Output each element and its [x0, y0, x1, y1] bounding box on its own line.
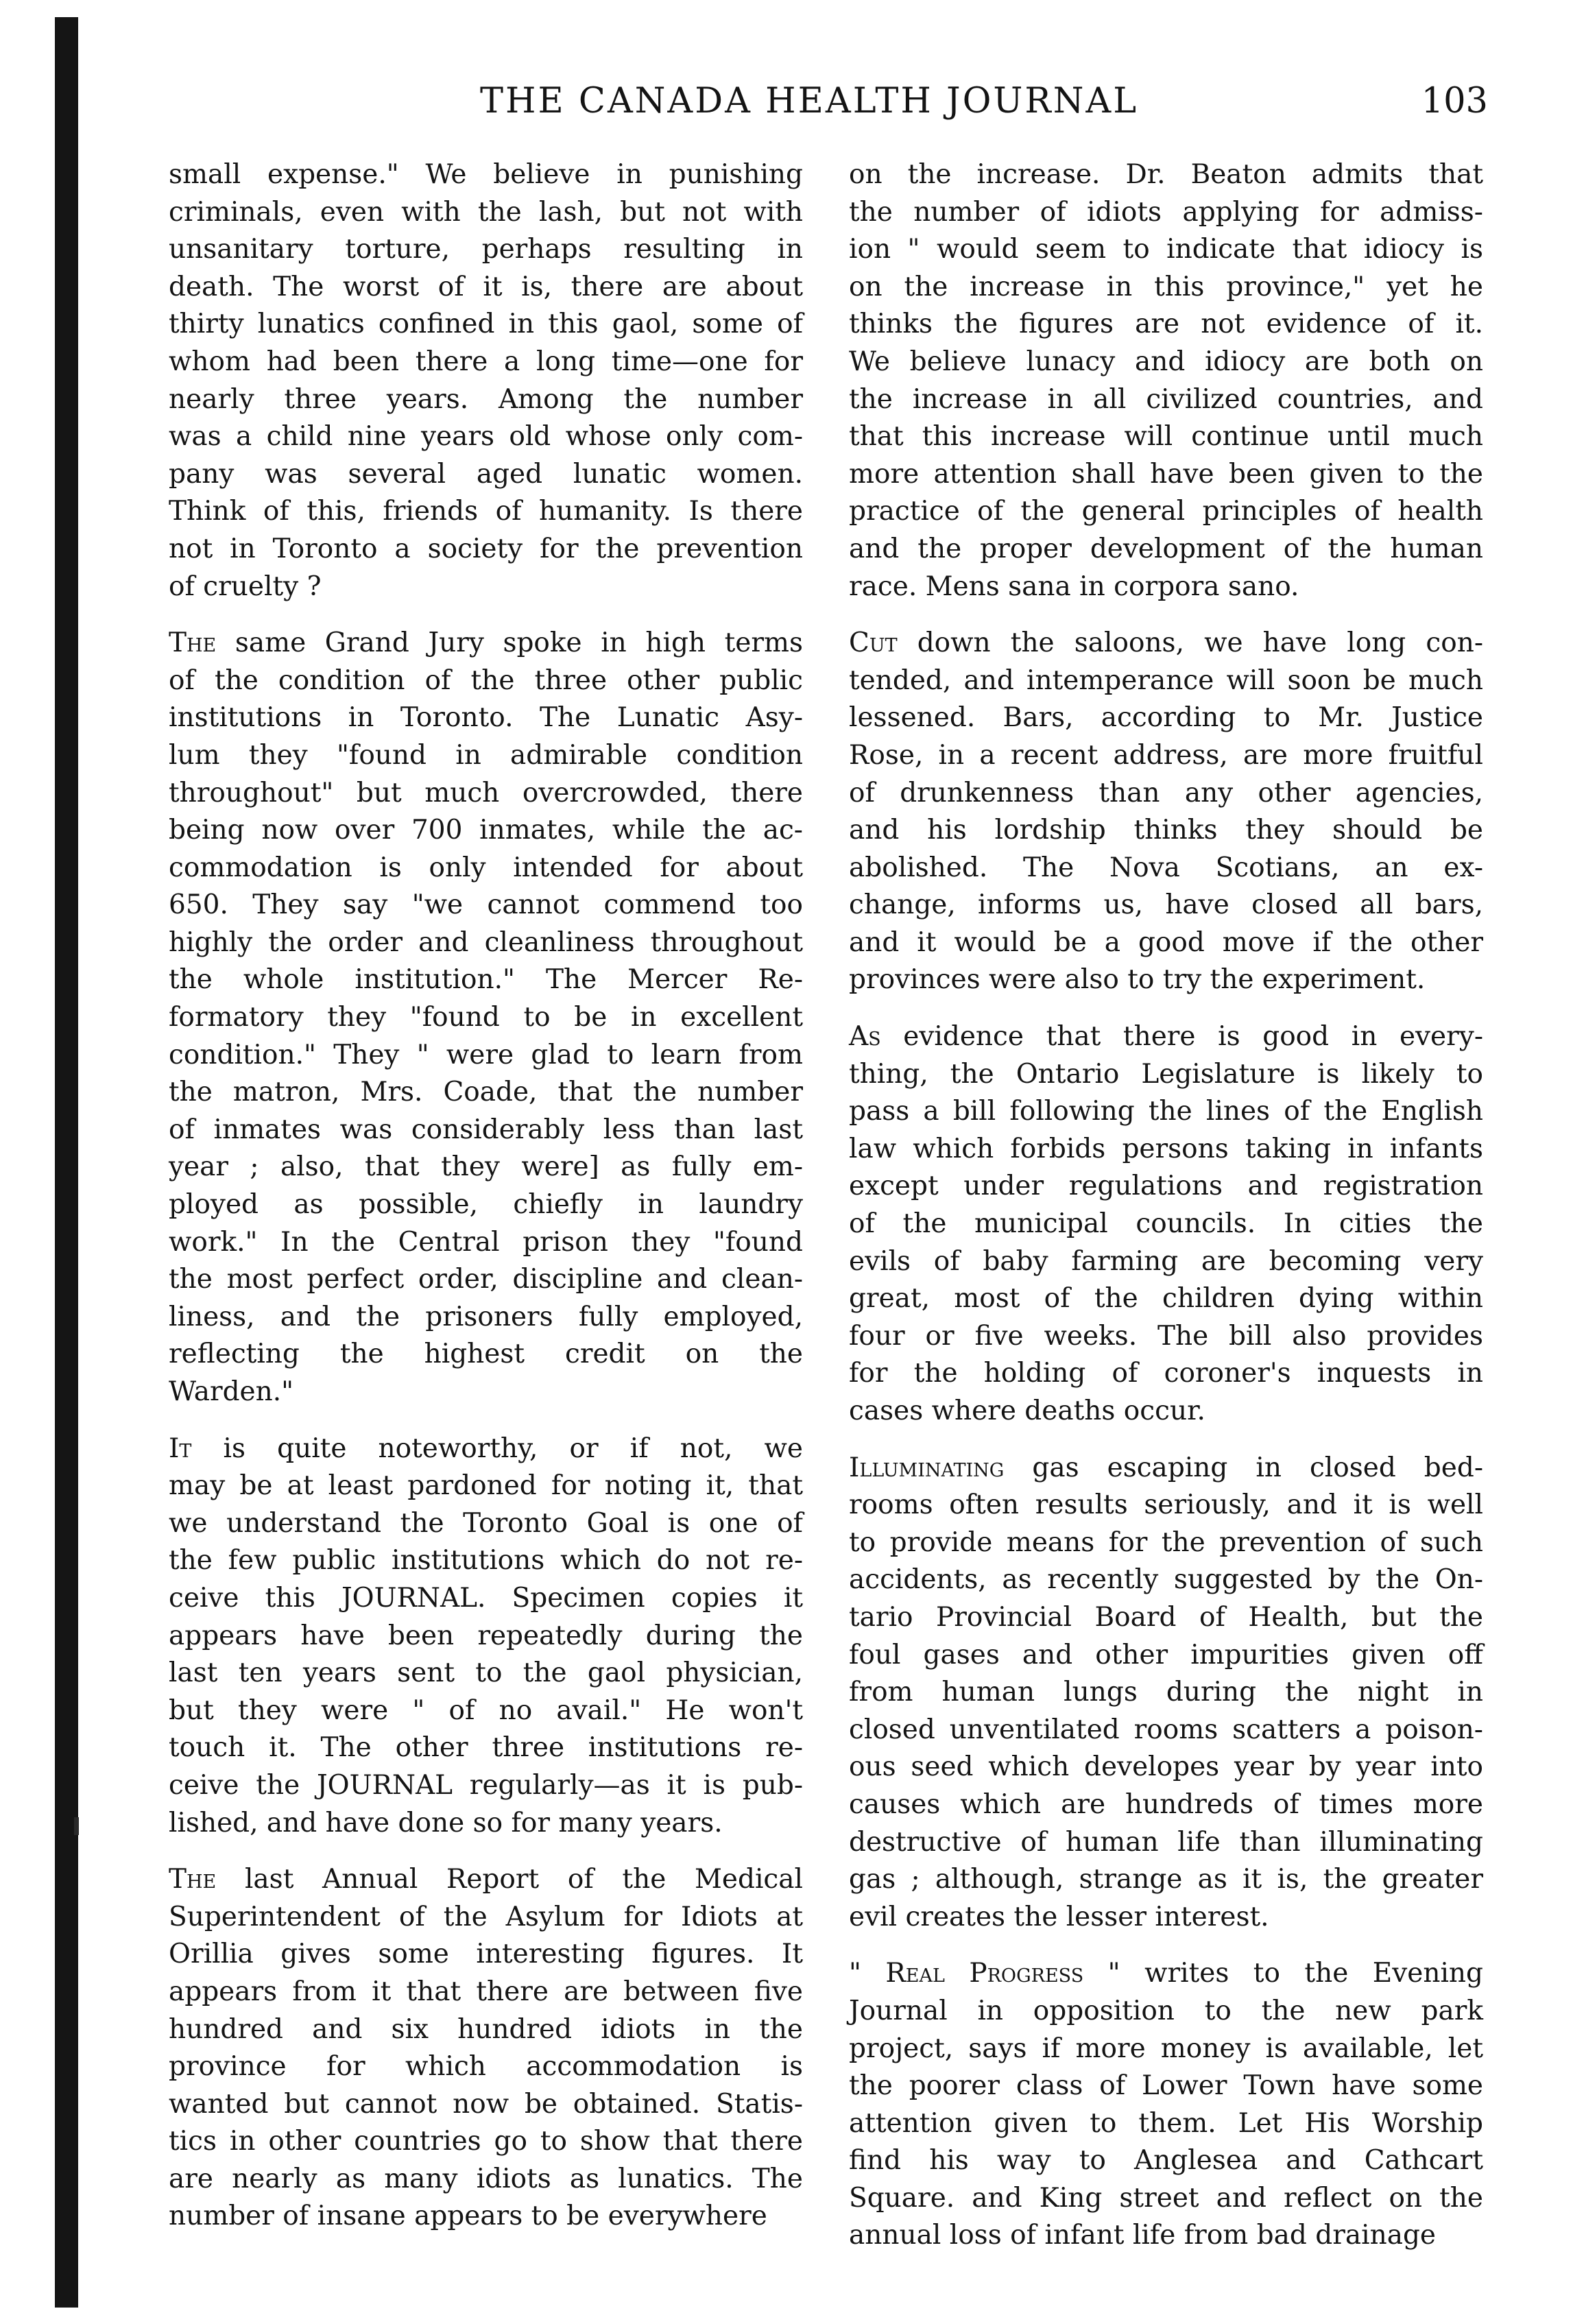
text-line — [849, 961, 1483, 999]
line-text: lum they "found in admirable condition — [169, 739, 803, 771]
line-text: thirty lunatics confined in this gaol, some of — [169, 309, 803, 340]
text-line — [849, 194, 1483, 232]
line-text: being now over 700 inmates, while the ac- — [169, 815, 803, 846]
line-text: abolished. The Nova Scotians, an ex- — [849, 852, 1483, 883]
line-text: project, says if more money is available, let — [849, 2033, 1483, 2064]
binding-mark — [74, 1817, 79, 1835]
text-line — [169, 1505, 803, 1543]
line-text: the most perfect order, discipline and clean- — [169, 1264, 803, 1295]
line-text: thing, the Ontario Legislature is likely to — [849, 1058, 1483, 1090]
line-text: number of insane appears to be everywhere — [169, 2201, 767, 2232]
text-line — [849, 1824, 1483, 1862]
text-line — [169, 1149, 803, 1186]
text-line — [169, 1655, 803, 1692]
text-line — [849, 1093, 1483, 1131]
text-line — [849, 1955, 1483, 1993]
paragraph-lead: The — [169, 1864, 217, 1895]
text-line — [169, 2086, 803, 2124]
line-text: not in Toronto a society for the prevention — [169, 533, 803, 564]
line-text: ceive the JOURNAL regularly—as it is pub- — [169, 1769, 803, 1801]
page-header — [480, 81, 1488, 129]
line-text: gas ; although, strange as it is, the greater — [849, 1864, 1483, 1895]
line-text: for the holding of coroner's inquests in — [849, 1358, 1483, 1389]
paragraph — [849, 1018, 1483, 1430]
text-line — [169, 231, 803, 269]
line-text: on the increase. Dr. Beaton admits that — [849, 159, 1483, 190]
text-line — [169, 625, 803, 662]
paragraph-lead: As — [849, 1021, 881, 1053]
line-text: Superintendent of the Asylum for Idiots at — [169, 1901, 803, 1932]
line-text: wanted but cannot now be obtained. Statis- — [169, 2088, 803, 2120]
running-title: THE CANADA HEALTH JOURNAL — [480, 81, 1139, 121]
line-text: evils of baby farming are becoming very — [849, 1245, 1483, 1277]
line-text: of drunkenness than any other agencies, — [849, 777, 1483, 808]
text-line — [849, 1599, 1483, 1637]
text-line — [849, 1749, 1483, 1786]
text-line — [849, 1899, 1483, 1937]
text-line — [849, 531, 1483, 568]
line-text: Think of this, friends of humanity. Is there — [169, 496, 803, 527]
text-line — [849, 850, 1483, 887]
line-text: commodation is only intended for about — [169, 852, 803, 883]
text-line — [849, 1131, 1483, 1169]
right-column — [849, 156, 1483, 2274]
text-line — [169, 2048, 803, 2086]
line-text: condition." They " were glad to learn from — [169, 1039, 803, 1070]
text-line — [169, 662, 803, 700]
line-text: may be at least pardoned for noting it, that — [169, 1470, 803, 1502]
text-line — [169, 456, 803, 494]
text-line — [169, 1037, 803, 1075]
line-text: we understand the Toronto Goal is one of — [169, 1507, 803, 1539]
line-text: lished, and have done so for many years. — [169, 1807, 723, 1838]
line-text: destructive of human life than illuminating — [849, 1826, 1483, 1858]
text-line — [169, 1692, 803, 1730]
text-line — [849, 812, 1483, 850]
text-line — [169, 2011, 803, 2049]
text-line — [849, 699, 1483, 737]
text-line — [849, 1786, 1483, 1824]
text-line — [849, 1524, 1483, 1562]
line-text: on the increase in this province," yet he — [849, 271, 1483, 302]
line-text: the poorer class of Lower Town have some — [849, 2070, 1483, 2102]
text-line — [849, 887, 1483, 924]
line-text: provinces were also to try the experiment. — [849, 964, 1426, 996]
text-line — [169, 1805, 803, 1843]
line-text: attention given to them. Let His Worship — [849, 2107, 1483, 2139]
text-line — [169, 1299, 803, 1337]
line-text: and his lordship thinks they should be — [849, 815, 1483, 846]
line-text: ceive this JOURNAL. Specimen copies it — [169, 1582, 803, 1614]
text-line — [849, 1355, 1483, 1393]
paragraph-lead: Illuminating — [849, 1452, 1005, 1483]
text-line — [169, 1936, 803, 1974]
text-line — [849, 418, 1483, 456]
paragraph-lead: " Real Progress " — [849, 1958, 1120, 1989]
line-text: the number of idiots applying for admiss- — [849, 196, 1483, 228]
text-line — [849, 2068, 1483, 2105]
line-text: four or five weeks. The bill also provides — [849, 1320, 1483, 1352]
line-text: but they were " of no avail." He won't — [169, 1694, 803, 1726]
text-line — [169, 1261, 803, 1299]
text-line — [849, 1393, 1483, 1430]
text-line — [849, 775, 1483, 813]
text-line — [169, 999, 803, 1037]
line-text: more attention shall have been given to the — [849, 458, 1483, 490]
line-text: are nearly as many idiots as lunatics. The — [169, 2163, 803, 2194]
line-text: from human lungs during the night in — [849, 1677, 1483, 1708]
line-text: practice of the general principles of health — [849, 496, 1483, 527]
line-text: find his way to Anglesea and Cathcart — [849, 2145, 1483, 2177]
line-text: tics in other countries go to show that there — [169, 2126, 803, 2157]
line-text: annual loss of infant life from bad drainage — [849, 2220, 1437, 2251]
line-text: highly the order and cleanliness throughout — [169, 926, 803, 958]
line-text: was a child nine years old whose only com- — [169, 421, 803, 453]
line-text: work." In the Central prison they "found — [169, 1226, 803, 1258]
text-line — [849, 493, 1483, 531]
paragraph — [169, 1430, 803, 1843]
line-text: that this increase will continue until much — [849, 421, 1483, 453]
text-line — [849, 456, 1483, 494]
text-line — [849, 568, 1483, 606]
paragraph — [169, 1861, 803, 2236]
line-text: province for which accommodation is — [169, 2051, 803, 2083]
text-line — [849, 2142, 1483, 2180]
line-text: 650. They say "we cannot commend too — [169, 889, 803, 921]
line-text: pany was several aged lunatic women. — [169, 458, 803, 490]
line-text: We believe lunacy and idiocy are both on — [849, 346, 1483, 377]
text-line — [849, 231, 1483, 269]
text-line — [849, 2105, 1483, 2143]
text-line — [169, 1974, 803, 2011]
line-text: whom had been there a long time—one for — [169, 346, 803, 377]
text-line — [849, 1206, 1483, 1243]
line-text: last ten years sent to the gaol physician, — [169, 1657, 803, 1689]
paragraph — [849, 625, 1483, 999]
text-line — [849, 1637, 1483, 1675]
line-text: liness, and the prisoners fully employed, — [169, 1301, 803, 1332]
text-line — [169, 306, 803, 344]
paragraph — [849, 1450, 1483, 1937]
text-line — [169, 194, 803, 232]
text-line — [169, 737, 803, 775]
text-line — [169, 2198, 803, 2236]
paragraph — [849, 1955, 1483, 2255]
line-text: writes to the Evening — [1120, 1958, 1483, 1989]
text-line — [169, 531, 803, 568]
text-line — [169, 1767, 803, 1805]
line-text: tario Provincial Board of Health, but the — [849, 1601, 1483, 1633]
line-text: appears have been repeatedly during the — [169, 1620, 803, 1651]
text-line — [169, 850, 803, 887]
line-text: except under regulations and registration — [849, 1171, 1483, 1202]
text-line — [849, 1450, 1483, 1487]
left-column — [169, 156, 803, 2255]
text-line — [169, 1224, 803, 1262]
text-line — [169, 344, 803, 381]
line-text: formatory they "found to be in excellent — [169, 1002, 803, 1033]
line-text: evidence that there is good in every- — [880, 1021, 1483, 1053]
line-text: year ; also, that they were] as fully em- — [169, 1151, 803, 1183]
line-text: down the saloons, we have long con- — [897, 627, 1483, 659]
text-line — [849, 1487, 1483, 1524]
text-line — [169, 1112, 803, 1149]
paragraph-lead: Cut — [849, 627, 898, 659]
text-line — [169, 1618, 803, 1655]
line-text: cases where deaths occur. — [849, 1395, 1205, 1426]
paragraph-lead: The — [169, 627, 217, 659]
text-line — [169, 1899, 803, 1937]
line-text: evil creates the lesser interest. — [849, 1901, 1269, 1932]
line-text: of inmates was considerably less than last — [169, 1114, 803, 1145]
line-text: change, informs us, have closed all bars, — [849, 889, 1483, 921]
text-line — [849, 1168, 1483, 1206]
line-text: and the proper development of the human — [849, 533, 1483, 564]
text-line — [849, 156, 1483, 194]
paragraph-lead: It — [169, 1433, 192, 1464]
line-text: criminals, even with the lash, but not with — [169, 196, 803, 228]
paragraph — [169, 625, 803, 1411]
text-line — [849, 1861, 1483, 1899]
line-text: race. Mens sana in corpora sano. — [849, 571, 1299, 602]
text-line — [849, 1712, 1483, 1749]
text-line — [169, 2123, 803, 2161]
page-binding-edge — [55, 17, 78, 2308]
text-line — [169, 269, 803, 307]
line-text: the increase in all civilized countries, and — [849, 383, 1483, 415]
line-text: Rose, in a recent address, are more fruitful — [849, 739, 1483, 771]
text-line — [849, 1243, 1483, 1281]
line-text: death. The worst of it is, there are about — [169, 271, 803, 302]
line-text: rooms often results seriously, and it is well — [849, 1489, 1483, 1521]
line-text: touch it. The other three institutions re- — [169, 1732, 803, 1764]
line-text: same Grand Jury spoke in high terms — [216, 627, 803, 659]
text-line — [849, 2217, 1483, 2255]
text-line — [169, 1186, 803, 1224]
text-line — [169, 1580, 803, 1618]
line-text: law which forbids persons taking in infants — [849, 1133, 1483, 1164]
line-text: thinks the figures are not evidence of it. — [849, 309, 1483, 340]
text-line — [169, 1374, 803, 1411]
line-text: the few public institutions which do not re- — [169, 1545, 803, 1577]
line-text: ion " would seem to indicate that idiocy is — [849, 234, 1483, 265]
text-line — [169, 1074, 803, 1112]
text-line — [849, 1018, 1483, 1056]
text-line — [169, 1336, 803, 1374]
text-line — [169, 924, 803, 962]
line-text: Warden." — [169, 1376, 294, 1407]
line-text: reflecting the highest credit on the — [169, 1339, 803, 1370]
text-line — [849, 662, 1483, 700]
text-line — [169, 699, 803, 737]
line-text: unsanitary torture, perhaps resulting in — [169, 234, 803, 265]
line-text: the whole institution." The Mercer Re- — [169, 964, 803, 996]
line-text: appears from it that there are between five — [169, 1976, 803, 2007]
line-text: the matron, Mrs. Coade, that the number — [169, 1077, 803, 1108]
line-text: institutions in Toronto. The Lunatic Asy- — [169, 702, 803, 734]
text-line — [169, 775, 803, 813]
text-line — [849, 1280, 1483, 1318]
text-line — [849, 1318, 1483, 1356]
line-text: gas escaping in closed bed- — [1004, 1452, 1483, 1483]
line-text: Journal in opposition to the new park — [849, 1995, 1483, 2026]
line-text: pass a bill following the lines of the English — [849, 1096, 1483, 1127]
line-text: and it would be a good move if the other — [849, 926, 1483, 958]
text-line — [169, 1468, 803, 1505]
line-text: Square. and King street and reflect on the — [849, 2182, 1483, 2214]
page-number: 103 — [1421, 81, 1488, 121]
text-line — [169, 568, 803, 606]
text-line — [849, 306, 1483, 344]
text-line — [849, 924, 1483, 962]
line-text: closed unventilated rooms scatters a poison- — [849, 1714, 1483, 1745]
line-text: to provide means for the prevention of such — [849, 1526, 1483, 1558]
line-text: is quite noteworthy, or if not, we — [191, 1433, 803, 1464]
text-line — [169, 418, 803, 456]
text-line — [169, 493, 803, 531]
text-line — [849, 1561, 1483, 1599]
paragraph — [849, 156, 1483, 606]
line-text: tended, and intemperance will soon be much — [849, 664, 1483, 696]
text-line — [849, 344, 1483, 381]
line-text: small expense." We believe in punishing — [169, 159, 803, 190]
line-text: lessened. Bars, according to Mr. Justice — [849, 702, 1483, 734]
text-line — [169, 812, 803, 850]
text-line — [169, 961, 803, 999]
line-text: of the condition of the three other public — [169, 664, 803, 696]
line-text: of cruelty ? — [169, 571, 322, 602]
text-line — [169, 156, 803, 194]
text-line — [169, 1430, 803, 1468]
line-text: throughout" but much overcrowded, there — [169, 777, 803, 808]
line-text: Orillia gives some interesting figures. It — [169, 1939, 803, 1970]
text-line — [849, 1993, 1483, 2030]
line-text: causes which are hundreds of times more — [849, 1788, 1483, 1820]
text-line — [849, 1674, 1483, 1712]
text-line — [849, 269, 1483, 307]
text-line — [169, 1729, 803, 1767]
text-line — [849, 381, 1483, 419]
line-text: great, most of the children dying within — [849, 1283, 1483, 1315]
line-text: foul gases and other impurities given off — [849, 1639, 1483, 1670]
text-line — [849, 737, 1483, 775]
text-line — [169, 2161, 803, 2199]
text-line — [849, 625, 1483, 662]
text-line — [849, 2180, 1483, 2218]
text-line — [169, 381, 803, 419]
line-text: of the municipal councils. In cities the — [849, 1208, 1483, 1240]
line-text: last Annual Report of the Medical — [216, 1864, 803, 1895]
text-line — [169, 1861, 803, 1899]
text-line — [169, 887, 803, 924]
line-text: ous seed which developes year by year into — [849, 1751, 1483, 1783]
text-line — [169, 1542, 803, 1580]
text-line — [849, 1056, 1483, 1094]
line-text: ployed as possible, chiefly in laundry — [169, 1189, 803, 1221]
line-text: accidents, as recently suggested by the On- — [849, 1564, 1483, 1596]
text-line — [849, 2030, 1483, 2068]
line-text: nearly three years. Among the number — [169, 383, 803, 415]
paragraph — [169, 156, 803, 606]
line-text: hundred and six hundred idiots in the — [169, 2013, 803, 2045]
